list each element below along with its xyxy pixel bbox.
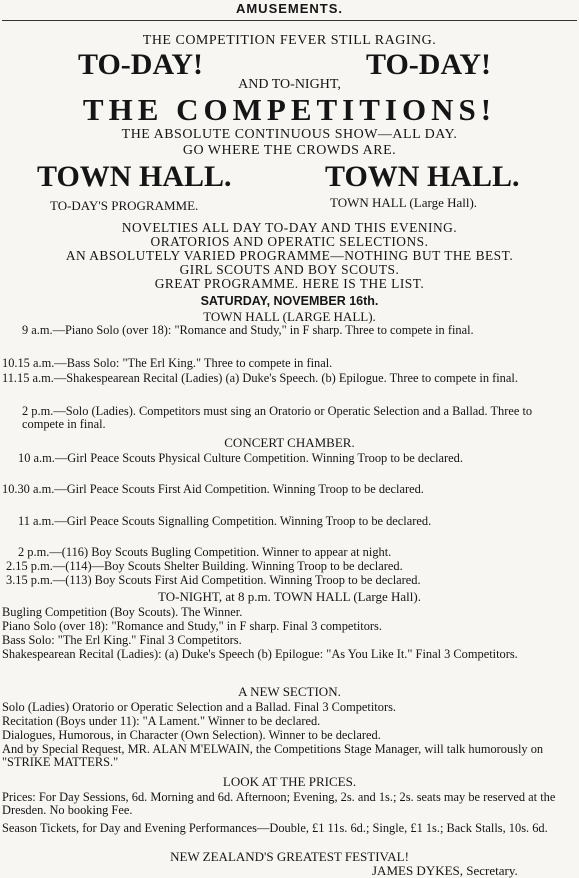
town-hall-left: TOWN HALL.: [37, 160, 232, 193]
programme-item: 9 a.m.—Piano Solo (over 18): "Romance and Study," in F sharp. Three to compete in final.: [22, 323, 474, 337]
programme-item: 10.30 a.m.—Girl Peace Scouts First Aid Competition. Winning Troop to be declared.: [2, 482, 424, 496]
programme-item: 11 a.m.—Girl Peace Scouts Signalling Competition. Winning Troop to be declared.: [18, 514, 432, 528]
programme-item: Recitation (Boys under 11): "A Lament." Winner to be declared.: [2, 714, 321, 728]
new-section-heading: A NEW SECTION.: [238, 684, 341, 699]
competitions-title: THE COMPETITIONS!: [82, 92, 497, 127]
town-hall-right: TOWN HALL.: [325, 160, 520, 193]
large-hall-label: TOWN HALL (Large Hall).: [330, 195, 478, 210]
intro-line: NOVELTIES ALL DAY TO-DAY AND THIS EVENING.: [121, 220, 458, 235]
section-header: AMUSEMENTS.: [235, 1, 344, 16]
programme-item: 11.15 a.m.—Shakespearean Recital (Ladies) (a) Duke's Speech. (b) Epilogue. Three to compete in final.: [2, 371, 518, 385]
venue-large-hall: TOWN HALL (LARGE HALL).: [203, 309, 376, 324]
price-item: Prices: For Day Sessions, 6d. Morning and 6d. Afternoon; Evening, 2s. and 1s.; 2s. seats may be reserved at the Dresden. No booking Fee.: [2, 790, 556, 818]
festival-line: NEW ZEALAND'S GREATEST FESTIVAL!: [170, 849, 409, 864]
go-where: GO WHERE THE CROWDS ARE.: [182, 143, 397, 158]
concert-chamber-heading: CONCERT CHAMBER.: [224, 435, 355, 450]
programme-item: Solo (Ladies) Oratorio or Operatic Selection and a Ballad. Final 3 Competitors.: [2, 700, 396, 714]
intro-line: AN ABSOLUTELY VARIED PROGRAMME—NOTHING BUT THE BEST.: [65, 248, 514, 263]
look-prices-heading: LOOK AT THE PRICES.: [222, 774, 357, 789]
price-item: Season Tickets, for Day and Evening Performances—Double, £1 11s. 6d.; Single, £1 1s.; Back Stalls, 10s. 6d.: [2, 821, 548, 835]
intro-line: GREAT PROGRAMME. HERE IS THE LIST.: [154, 276, 425, 291]
today-right: TO-DAY!: [366, 48, 492, 81]
and-tonight: AND TO-NIGHT,: [238, 77, 341, 92]
programme-item: Shakespearean Recital (Ladies): (a) Duke's Speech (b) Epilogue: "As You Like It." Final 3 Competitors.: [2, 647, 518, 661]
programme-item: 2 p.m.—Solo (Ladies). Competitors must sing an Oratorio or Operatic Selection and a Ballad. Three to compete in final.: [22, 404, 533, 432]
todays-programme: TO-DAY'S PROGRAMME.: [50, 198, 199, 213]
programme-item: Piano Solo (over 18): "Romance and Study," in F sharp. Final 3 competitors.: [2, 619, 382, 633]
header-rule: [2, 20, 577, 21]
absolute-show: THE ABSOLUTE CONTINUOUS SHOW—ALL DAY.: [121, 127, 458, 142]
programme-item: Bass Solo: "The Erl King." Final 3 Competitors.: [2, 633, 242, 647]
programme-item: 2 p.m.—(116) Boy Scouts Bugling Competition. Winner to appear at night.: [18, 545, 392, 559]
today-left: TO-DAY!: [78, 48, 204, 81]
programme-item: 3.15 p.m.—(113) Boy Scouts First Aid Competition. Winning Troop to be declared.: [6, 573, 421, 587]
tonight-heading: TO-NIGHT, at 8 p.m. TOWN HALL (Large Hall).: [158, 589, 421, 604]
programme-item: Bugling Competition (Boy Scouts). The Winner.: [2, 605, 243, 619]
programme-item: And by Special Request, MR. ALAN M'ELWAIN, the Competitions Stage Manager, will talk humorously on "STRIKE MATTERS.": [2, 742, 544, 770]
intro-line: ORATORIOS AND OPERATIC SELECTIONS.: [150, 234, 429, 249]
programme-item: Dialogues, Humorous, in Character (Own Selection). Winner to be declared.: [2, 728, 381, 742]
date-line: SATURDAY, NOVEMBER 16th.: [200, 294, 379, 308]
programme-item: 10.15 a.m.—Bass Solo: "The Erl King." Three to compete in final.: [2, 356, 333, 370]
intro-line: GIRL SCOUTS AND BOY SCOUTS.: [179, 262, 400, 277]
headline: THE COMPETITION FEVER STILL RAGING.: [142, 33, 437, 48]
signature: JAMES DYKES, Secretary.: [372, 863, 518, 878]
programme-item: 2.15 p.m.—(114)—Boy Scouts Shelter Building. Winning Troop to be declared.: [6, 559, 403, 573]
programme-item: 10 a.m.—Girl Peace Scouts Physical Culture Competition. Winning Troop to be declared.: [18, 451, 463, 465]
